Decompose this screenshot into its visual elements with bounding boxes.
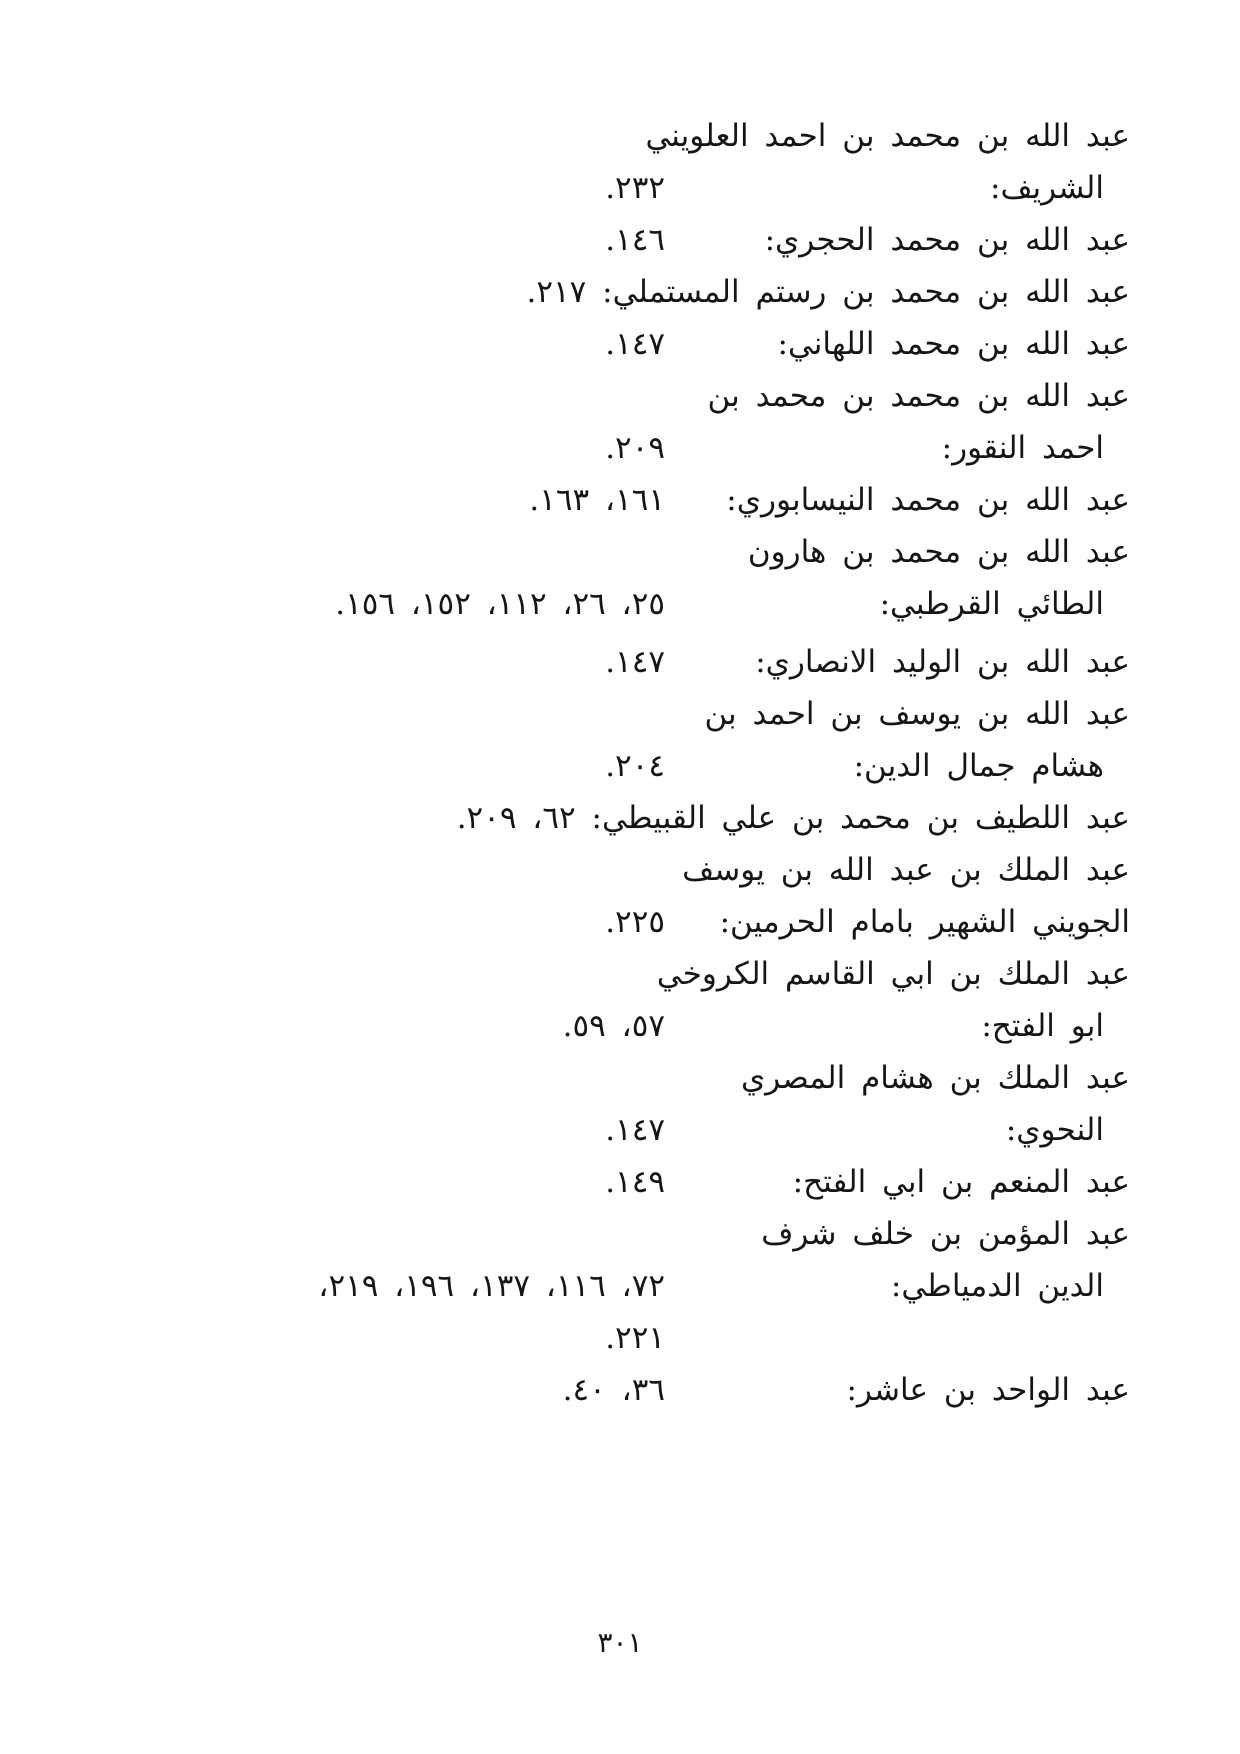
index-entry-name-continued: هشام جمال الدين:: [853, 748, 1104, 784]
index-entry-pages: ٢٠٩.: [605, 430, 665, 466]
index-entry-name: عبد الله بن محمد بن محمد بن: [707, 378, 1130, 414]
index-entry-pages: ٥٧، ٥٩.: [562, 1008, 665, 1044]
index-entry-name: عبد الله بن يوسف بن احمد بن: [704, 696, 1130, 732]
index-entry-name-continued: الجويني الشهير بامام الحرمين:: [719, 904, 1130, 940]
index-entry-pages: ١٤٧.: [605, 326, 665, 362]
index-entry-pages: ١٤٦.: [605, 222, 665, 258]
index-entry-name: عبد المؤمن بن خلف شرف: [761, 1216, 1130, 1252]
index-entry-name: عبد الله بن محمد اللهاني:: [777, 326, 1130, 362]
index-entry-pages: ٢٣٢.: [605, 170, 665, 206]
index-entry-name-continued: ابو الفتح:: [981, 1008, 1104, 1044]
index-entry-name-continued: احمد النقور:: [941, 430, 1104, 466]
index-entry-name-continued: الشريف:: [990, 170, 1104, 206]
index-entry-name: عبد الله بن الوليد الانصاري:: [755, 644, 1130, 680]
index-entry-name-continued: النحوي:: [1005, 1112, 1104, 1148]
index-entry-pages: ١٦١، ١٦٣.: [529, 482, 665, 518]
index-entry-name: عبد الواحد بن عاشر:: [846, 1372, 1130, 1408]
index-entry-name: عبد الله بن محمد الحجري:: [764, 222, 1130, 258]
index-entry-pages: ٢٢٥.: [605, 904, 665, 940]
index-entry-name: عبد الله بن محمد النيسابوري:: [726, 482, 1130, 518]
index-entry-name: عبد الملك بن هشام المصري: [740, 1060, 1130, 1096]
index-entry-name: عبد الملك بن ابي القاسم الكروخي: [656, 956, 1130, 992]
index-entry-name: عبد اللطيف بن محمد بن علي القبيطي: ٦٢، ٢٠٩.: [456, 800, 1130, 836]
index-entry-pages: ٣٦، ٤٠.: [562, 1372, 665, 1408]
index-entry-pages: ١٤٧.: [605, 1112, 665, 1148]
index-entry-pages: ٧٢، ١١٦، ١٣٧، ١٩٦، ٢١٩،: [318, 1268, 665, 1304]
index-entry-name: عبد الله بن محمد بن رستم المستملي: ٢١٧.: [526, 274, 1130, 310]
index-entry-name: عبد المنعم بن ابي الفتح:: [792, 1164, 1130, 1200]
index-entry-name-continued: الطائي القرطبي:: [879, 586, 1104, 622]
index-entry-name-continued: الدين الدمياطي:: [890, 1268, 1104, 1304]
index-entry-pages: ١٤٩.: [605, 1164, 665, 1200]
index-entry-name: عبد الله بن محمد بن احمد العلويني: [645, 118, 1130, 154]
index-entry-pages: ٢٥، ٢٦، ١١٢، ١٥٢، ١٥٦.: [335, 586, 665, 622]
index-entry-name: عبد الملك بن عبد الله بن يوسف: [682, 852, 1130, 888]
index-entry-pages-continued: ٢٢١.: [605, 1320, 665, 1356]
index-entry-pages: ٢٠٤.: [605, 748, 665, 784]
index-entry-name: عبد الله بن محمد بن هارون: [747, 534, 1130, 570]
page-number: ٣٠١: [597, 1626, 643, 1659]
index-entry-pages: ١٤٧.: [605, 644, 665, 680]
